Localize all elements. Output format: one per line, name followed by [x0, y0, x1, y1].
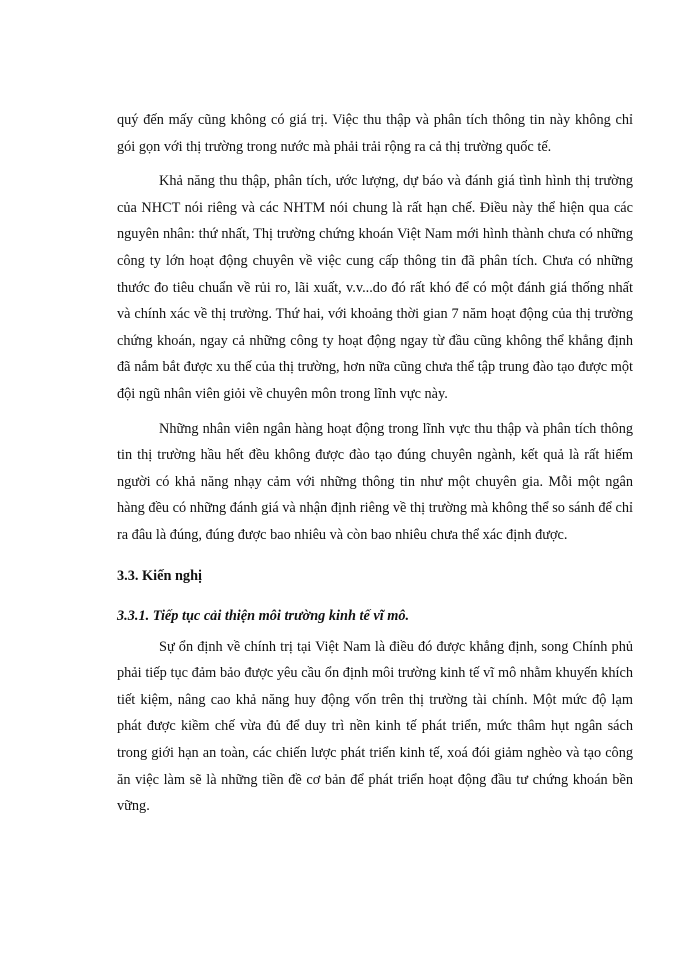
section-heading: 3.3. Kiến nghị [117, 567, 203, 584]
paragraph-staff: Những nhân viên ngân hàng hoạt động trong lĩnh vực thu thập và phân tích thông tin thị trường hầu hết đều không được đào tạo đúng chuyên ngành, kết quả là rất hiếm người có khả năng nhạy cảm với những thông tin như một chuyên gia. Mỗi một ngân hàng đều có những đánh giá và nhận định riêng về thị trường mà không thể so sánh để chỉ ra đâu là đúng, đúng được bao nhiêu và còn bao nhiêu chưa thể xác định được. [117, 420, 633, 543]
subsection-heading: 3.3.1. Tiếp tục cải thiện môi trường kinh tế vĩ mô. [117, 608, 410, 625]
paragraph-continuation: quý đến mấy cũng không có giá trị. Việc thu thập và phân tích thông tin này không chỉ gói gọn với thị trường trong nước mà phải trải rộng ra cả thị trường quốc tế. [117, 112, 633, 155]
document-page [117, 107, 633, 820]
paragraph-macro-economy: Sự ổn định về chính trị tại Việt Nam là điều đó được khẳng định, song Chính phủ phải tiếp tục đảm bảo được yêu cầu ổn định môi trường kinh tế vĩ mô nhằm khuyến khích tiết kiệm, nâng cao khả năng huy động vốn trên thị trường tài chính. Một mức độ lạm phát được kiềm chế vừa đủ để duy trì nền kinh tế phát triển, mức thâm hụt ngân sách trong giới hạn an toàn, các chiến lược phát triển kinh tế, xoá đói giảm nghèo và tạo công ăn việc làm sẽ là những tiền đề cơ bản để phát triển hoạt động đầu tư chứng khoán bền vững. [117, 638, 633, 815]
paragraph-market-analysis: Khả năng thu thập, phân tích, ước lượng, dự báo và đánh giá tình hình thị trường của NHCT nói riêng và các NHTM nói chung là rất hạn chế. Điều này thể hiện qua các nguyên nhân: thứ nhất, Thị trường chứng khoán Việt Nam mới hình thành chưa có những công ty lớn hoạt động chuyên về việc cung cấp thông tin đã phân tích. Chưa có những thước đo tiêu chuẩn về rủi ro, lãi xuất, v.v...do đó rất khó để có một đánh giá thống nhất và chính xác về thị trường. Thứ hai, với khoảng thời gian 7 năm hoạt động của thị trường chứng khoán, ngay cả những công ty hoạt động ngay từ đầu cũng không thể khẳng định đã nắm bắt được xu thế của thị trường, hơn nữa cũng chưa thể tập trung đào tạo được một đội ngũ nhân viên giỏi về chuyên môn trong lĩnh vực này. [117, 173, 633, 402]
